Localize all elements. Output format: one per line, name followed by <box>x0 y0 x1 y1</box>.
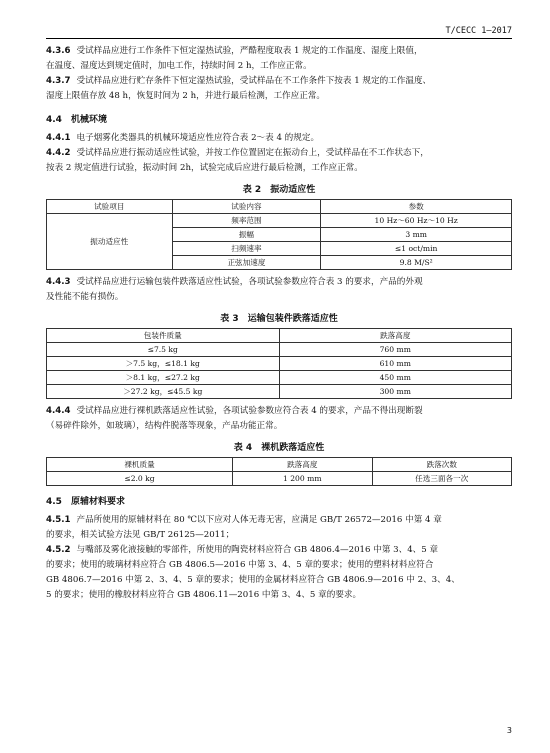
table-cell: 频率范围 <box>172 214 321 228</box>
para-4-5-2-line: GB 4806.7—2016 中第 2、3、4、5 章的要求；使用的金属材料应符合 GB 4806.9—2016 中 2、3、4、 <box>46 575 460 585</box>
para-4-5-1: 4.5.1 产品所使用的原辅材料在 80 ℃以下应对人体无毒无害，应满足 GB/T 26572—2016 中第 4 章 <box>46 515 442 525</box>
para-4-4-3: 4.4.3 受试样品应进行运输包装件跌落适应性试验，各项试验参数应符合表 3 的要求，产品的外观 <box>46 277 423 287</box>
table-row <box>47 357 512 371</box>
vibration-table <box>46 199 512 270</box>
table-header-row <box>47 458 512 472</box>
package-drop-table <box>46 328 512 399</box>
table2-caption: 表 2 振动适应性 <box>242 185 316 195</box>
para-4-3-6: 4.3.6 受试样品应进行工作条件下恒定湿热试验，严酷程度取表 1 规定的工作温度、湿度上限值， <box>46 46 423 56</box>
table-cell: 3 mm <box>321 228 512 242</box>
table4-caption: 表 4 裸机跌落适应性 <box>233 443 325 453</box>
table-row <box>47 214 512 228</box>
para-4-3-7-cont: 湿度上限值存放 48 h，恢复时间为 2 h，并进行最后检测，工作应正常。 <box>46 91 326 101</box>
section-4-4-heading: 4.4 机械环境 <box>46 115 107 125</box>
para-4-4-4-cont: （易碎件除外，如玻璃），结构件脱落等现象，产品功能正常。 <box>46 421 283 431</box>
para-4-5-2-line: 的要求；使用的玻璃材料应符合 GB 4806.5—2016 中第 3、4、5 章的要求；使用的塑料材料应符合 <box>46 560 434 570</box>
table-header-row <box>47 200 512 214</box>
table-header: 试验内容 <box>172 200 321 214</box>
table-cell: 300 mm <box>279 385 512 399</box>
table-cell: ＞7.5 kg，≤18.1 kg <box>47 357 280 371</box>
para-4-4-2-cont: 按表 2 规定值进行试验，振动时间 2h，试验完成后应进行最后检测，工作应正常。 <box>46 163 363 173</box>
table-cell: ＞8.1 kg，≤27.2 kg <box>47 371 280 385</box>
table-header: 参数 <box>321 200 512 214</box>
table-header-row <box>47 329 512 343</box>
table-row <box>47 343 512 357</box>
table-header: 包装件质量 <box>47 329 280 343</box>
table3-caption: 表 3 运输包装件跌落适应性 <box>220 314 338 324</box>
para-4-3-7: 4.3.7 受试样品应进行贮存条件下恒定湿热试验，受试样品在不工作条件下按表 1 规定的工作温度、 <box>46 76 432 86</box>
table-cell: 任选三面各一次 <box>372 472 512 486</box>
bare-drop-table <box>46 457 512 486</box>
table-cell: ≤1 oct/min <box>321 242 512 256</box>
table-cell: ＞27.2 kg，≤45.5 kg <box>47 385 280 399</box>
table-cell: 1 200 mm <box>233 472 373 486</box>
table-cell: 正弦加速度 <box>172 256 321 270</box>
para-4-4-4: 4.4.4 受试样品应进行裸机跌落适应性试验，各项试验参数应符合表 4 的要求，产品不得出现断裂 <box>46 406 423 416</box>
table-cell: 10 Hz～60 Hz～10 Hz <box>321 214 512 228</box>
para-4-5-2: 4.5.2 与嘴部及雾化液接触的零部件，所使用的陶瓷材料应符合 GB 4806.4—2016 中第 3、4、5 章 <box>46 545 439 555</box>
table-cell: 扫频速率 <box>172 242 321 256</box>
header-rule <box>46 38 512 39</box>
table-header: 试验项目 <box>47 200 173 214</box>
table-row <box>47 371 512 385</box>
para-4-4-1: 4.4.1 电子烟雾化类器具的机械环境适应性应符合表 2～表 4 的规定。 <box>46 133 320 143</box>
table-row <box>47 385 512 399</box>
para-4-5-1-cont: 的要求，相关试验方法见 GB/T 26125—2011； <box>46 530 235 540</box>
para-4-4-3-cont: 及性能不能有损伤。 <box>46 292 124 302</box>
table-header: 跌落高度 <box>279 329 512 343</box>
section-4-5-heading: 4.5 原辅材料要求 <box>46 497 125 507</box>
table-cell: 450 mm <box>279 371 512 385</box>
table-cell: 760 mm <box>279 343 512 357</box>
table-header: 跌落次数 <box>372 458 512 472</box>
page-number: 3 <box>506 726 512 735</box>
table-cell: 610 mm <box>279 357 512 371</box>
para-4-5-2-line: 5 的要求；使用的橡胶材料应符合 GB 4806.11—2016 中第 3、4、5 章的要求。 <box>46 590 362 600</box>
table-cell: 振幅 <box>172 228 321 242</box>
para-4-4-2: 4.4.2 受试样品应进行振动适应性试验，并按工作位置固定在振动台上，受试样品在不工作状态下， <box>46 148 429 158</box>
para-4-3-6-cont: 在温度、湿度达到规定值时，加电工作，持续时间 2 h，工作应正常。 <box>46 61 312 71</box>
table-cell: ≤7.5 kg <box>47 343 280 357</box>
table-header: 裸机质量 <box>47 458 233 472</box>
header-code: T/CECC 1—2017 <box>445 26 512 36</box>
document-body <box>46 44 512 603</box>
table-header: 跌落高度 <box>233 458 373 472</box>
table-cell: 9.8 M/S² <box>321 256 512 270</box>
table-cell: ≤2.0 kg <box>47 472 233 486</box>
table-row <box>47 472 512 486</box>
table-cell: 振动适应性 <box>47 214 173 270</box>
